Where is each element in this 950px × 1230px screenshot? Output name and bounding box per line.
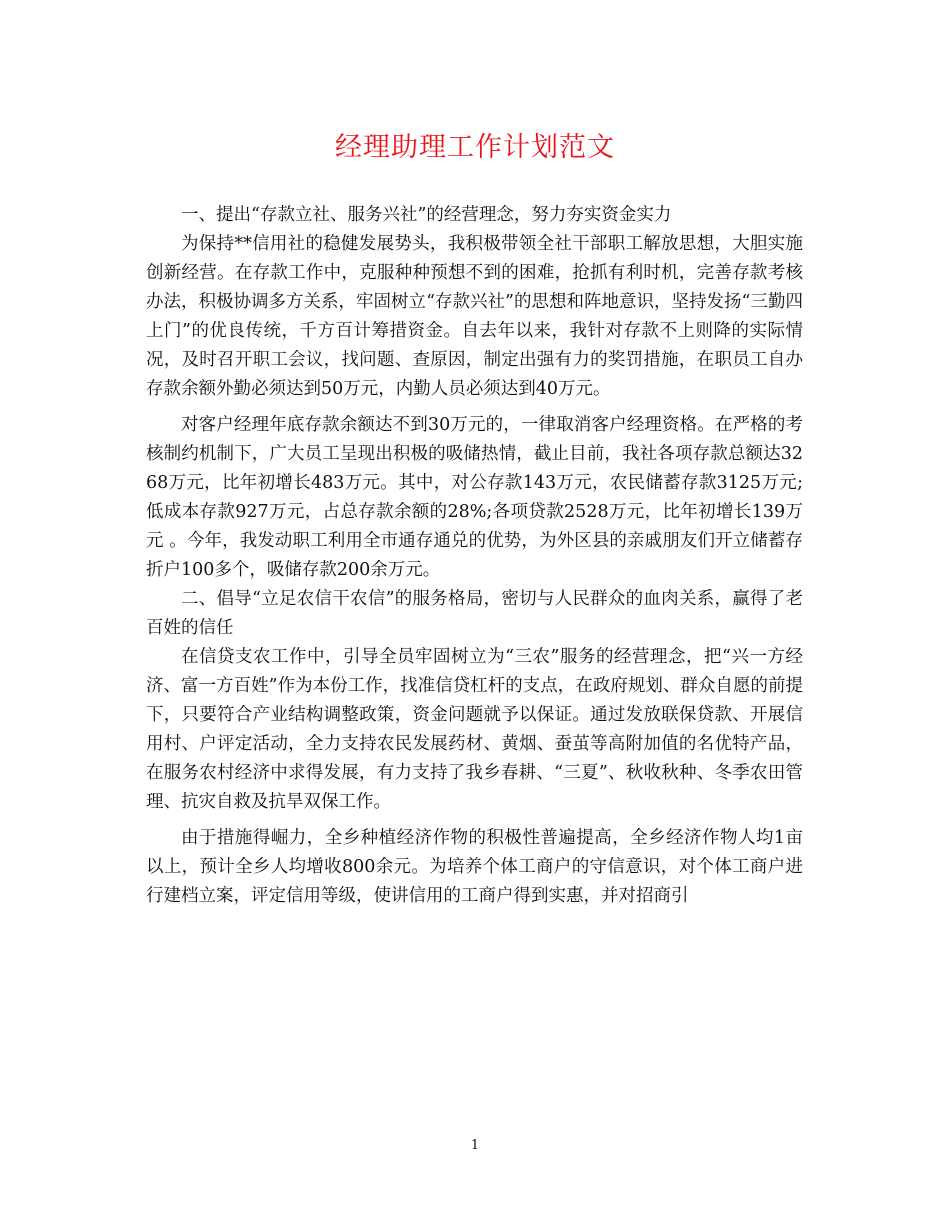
body-paragraph: 对客户经理年底存款余额达不到30万元的，一律取消客户经理资格。在严格的考核制约机制下，广大员工呈现出积极的吸储热情，截止目前，我社各项存款总额达3268万元，比年初增长483万元。其中，对公存款143万元，农民储蓄存款3125万元;低成本存款927万元，占总存款余额的28%;各项贷款2528万元，比年初增长139万元 。今年，我发动职工利用全市通存通兑的优势，为外区县的亲戚朋友们开立储蓄存折户100多个，吸储存款200余万元。 <box>146 415 803 580</box>
body-paragraph: 为保持**信用社的稳健发展势头，我积极带领全社干部职工解放思想，大胆实施创新经营。在存款工作中，克服种种预想不到的困难，抢抓有利时机，完善存款考核办法，积极协调多方关系，牢固树立“存款兴社”的思想和阵地意识，坚持发扬“三勤四上门”的优良传统，千方百计筹措资金。自去年以来，我针对存款不上则降的实际情况，及时召开职工会议，找问题、查原因，制定出强有力的奖罚措施，在职员工自办存款余额外勤必须达到50万元，内勤人员必须达到40万元。 <box>146 234 803 399</box>
page-number: 1 <box>470 1138 480 1153</box>
document-body <box>146 201 803 911</box>
body-paragraph: 由于措施得崛力，全乡种植经济作物的积极性普遍提高，全乡经济作物人均1亩以上，预计全乡人均增收800余元。为培养个体工商户的守信意识，对个体工商户进行建档立案，评定信用等级，使讲信用的工商户得到实惠，并对招商引 <box>146 828 803 906</box>
section-heading-2: 二、倡导“立足农信干农信”的服务格局，密切与人民群众的血肉关系，赢得了老百姓的信任 <box>146 589 803 638</box>
body-paragraph: 在信贷支农工作中，引导全员牢固树立为“三农”服务的经营理念，把“兴一方经济、富一方百姓”作为本份工作，找准信贷杠杆的支点，在政府规划、群众自愿的前提下，只要符合产业结构调整政策，资金问题就予以保证。通过发放联保贷款、开展信用村、户评定活动，全力支持农民发展药材、黄烟、蚕茧等高附加值的名优特产品，在服务农村经济中求得发展，有力支持了我乡春耕、“三夏”、秋收秋种、冬季农田管理、抗灾自救及抗旱双保工作。 <box>146 647 803 812</box>
section-heading-1: 一、提出“存款立社、服务兴社”的经营理念，努力夯实资金实力 <box>181 205 672 225</box>
document-title: 经理助理工作计划范文 <box>335 132 615 163</box>
